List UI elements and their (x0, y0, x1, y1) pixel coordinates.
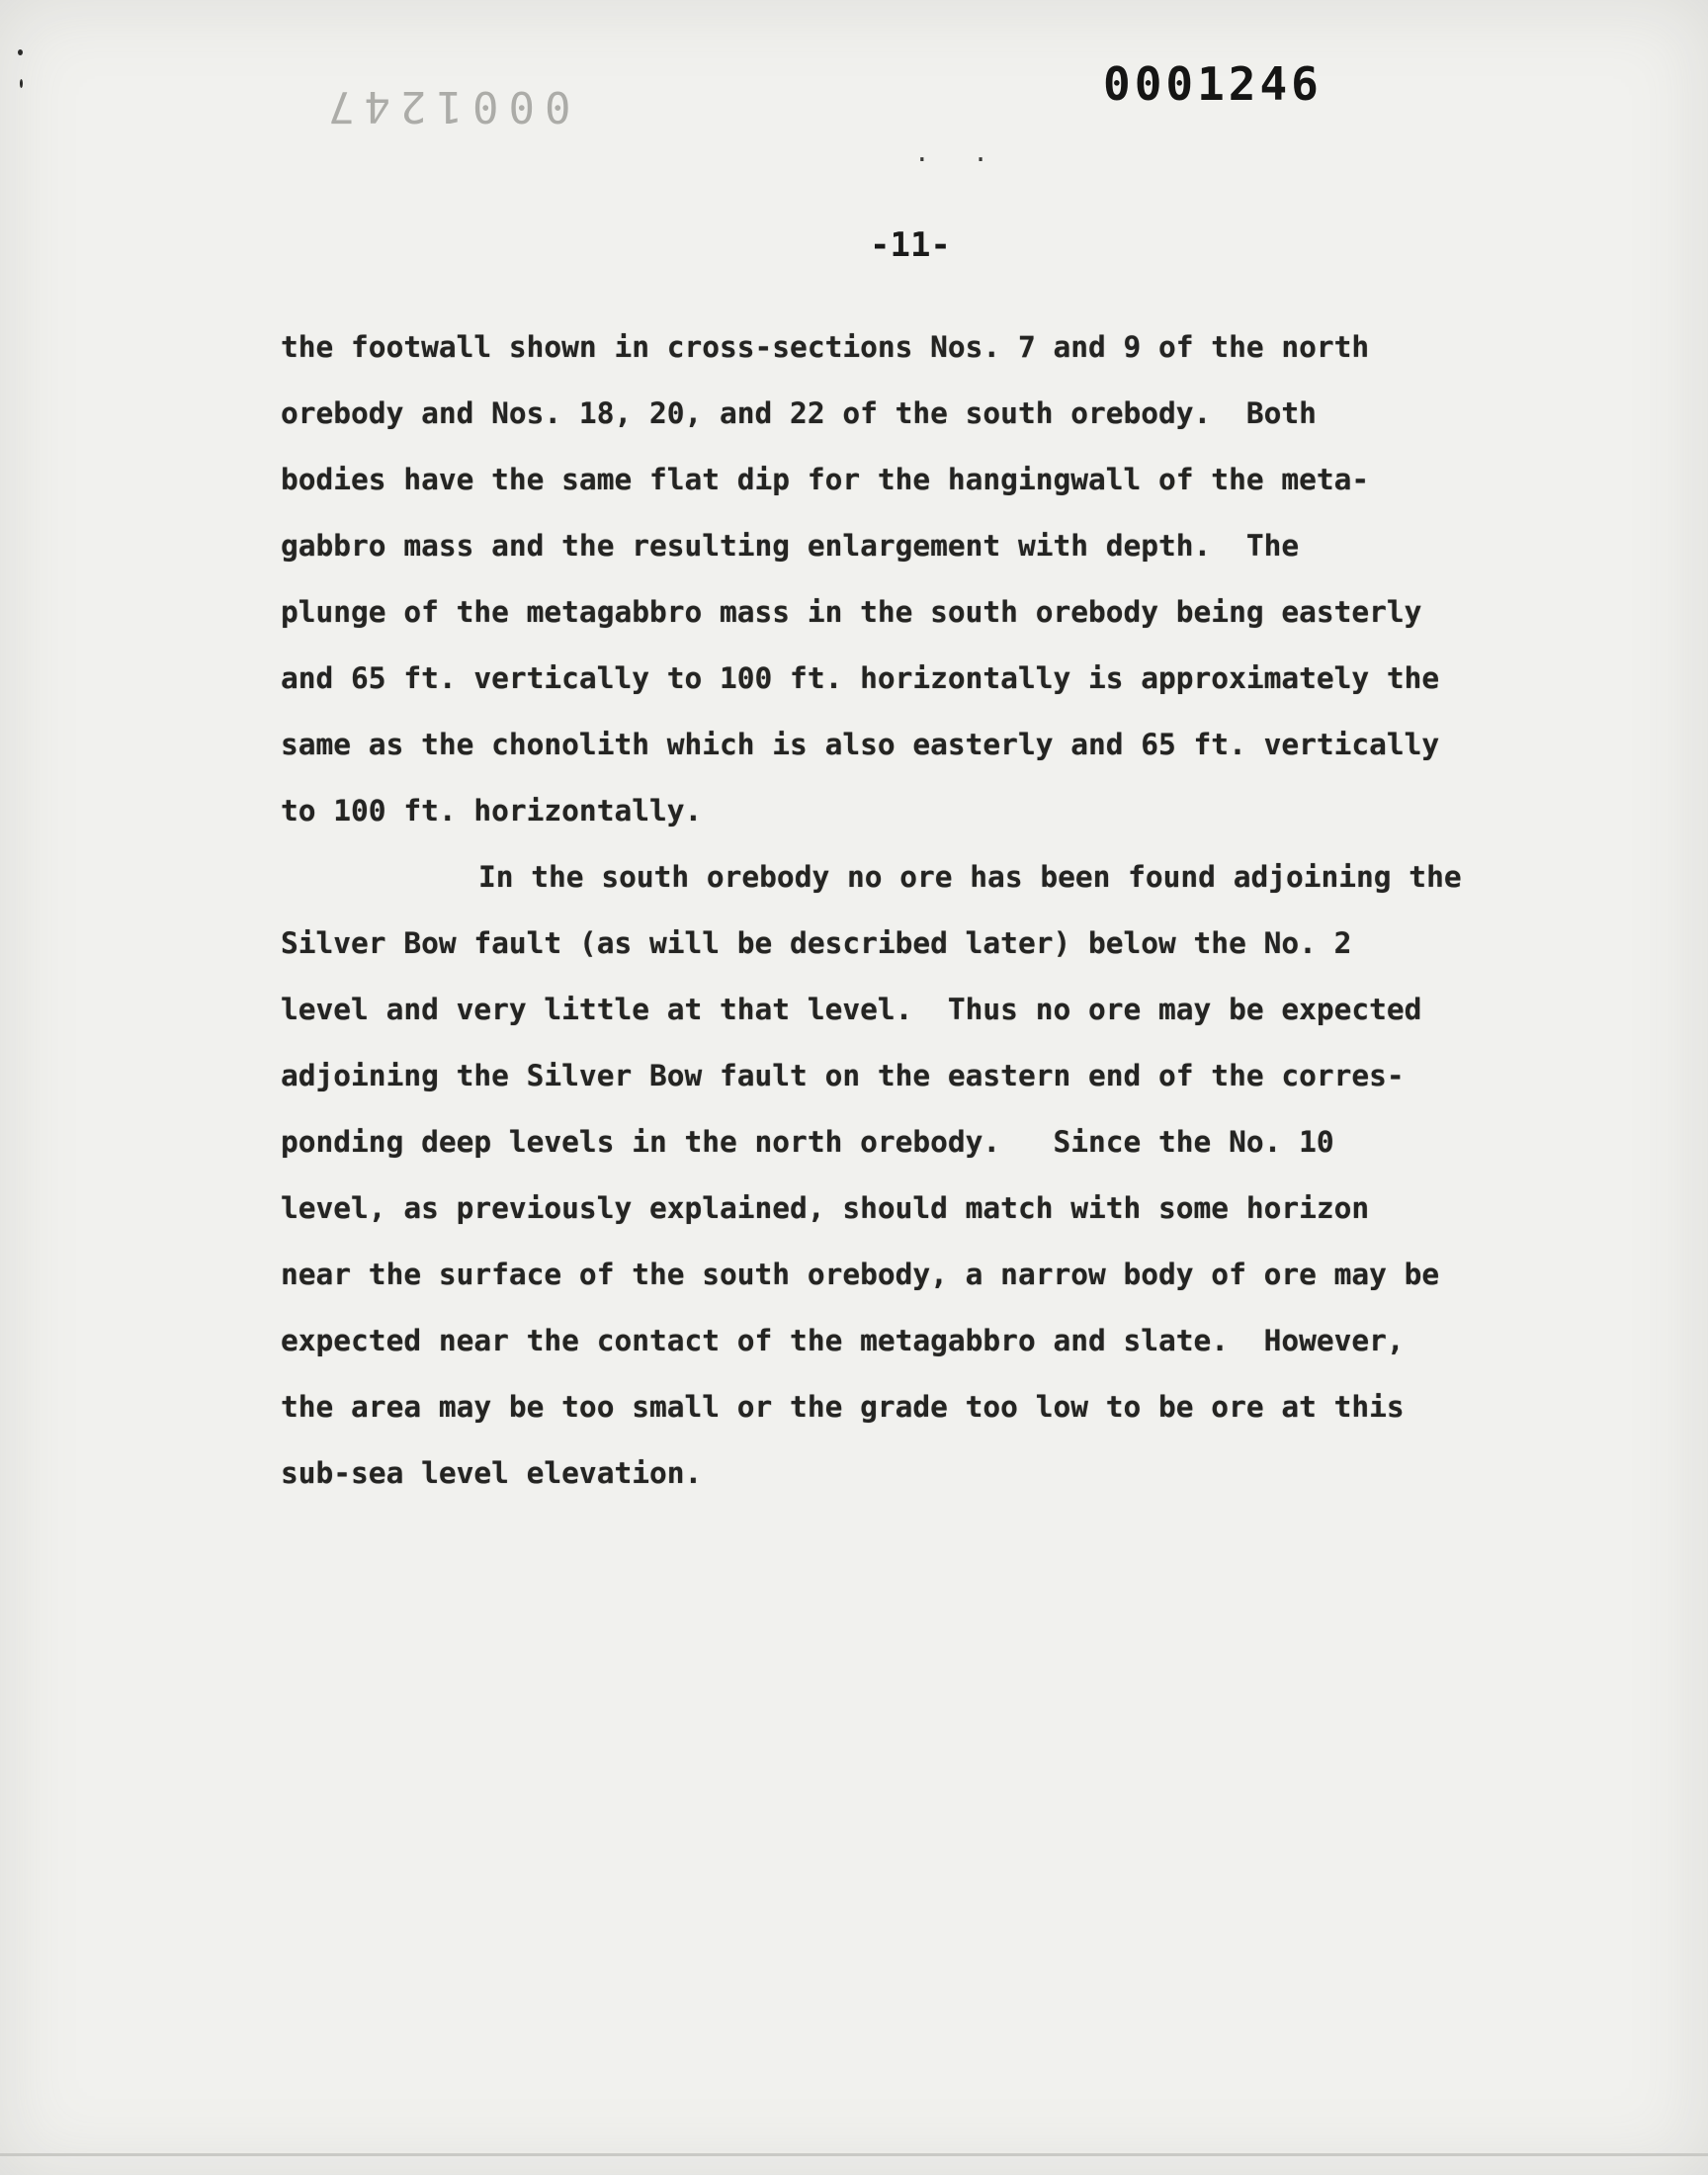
text-line: same as the chonolith which is also easterly and 65 ft. vertically (281, 728, 1440, 761)
scan-speck (18, 49, 23, 55)
text-line: adjoining the Silver Bow fault on the eastern end of the corres- (281, 1059, 1405, 1092)
body-text (281, 314, 1585, 1507)
page-number: -11- (870, 225, 951, 265)
text-line: orebody and Nos. 18, 20, and 22 of the south orebody. Both (281, 396, 1317, 430)
text-line: the area may be too small or the grade too low to be ore at this (281, 1390, 1405, 1424)
scan-speck (20, 79, 23, 88)
text-line: Silver Bow fault (as will be described later) below the No. 2 (281, 926, 1352, 960)
text-line: bodies have the same flat dip for the hangingwall of the meta- (281, 463, 1370, 496)
scan-dots: . . (914, 138, 1002, 168)
text-line: sub-sea level elevation. (281, 1456, 703, 1490)
text-line: expected near the contact of the metagabbro and slate. However, (281, 1324, 1405, 1357)
text-line: the footwall shown in cross-sections Nos. 7 and 9 of the north (281, 330, 1370, 364)
mirrored-stamp-number: 0001247 (318, 81, 571, 131)
text-line: level, as previously explained, should match with some horizon (281, 1191, 1370, 1225)
text-line: near the surface of the south orebody, a narrow body of ore may be (281, 1258, 1440, 1291)
text-line: plunge of the metagabbro mass in the south orebody being easterly (281, 595, 1422, 629)
text-line: In the south orebody no ore has been found adjoining the (478, 860, 1462, 894)
text-line: gabbro mass and the resulting enlargement with depth. The (281, 529, 1300, 563)
text-line: ponding deep levels in the north orebody. Since the No. 10 (281, 1125, 1334, 1159)
text-line: to 100 ft. horizontally. (281, 794, 703, 827)
paragraph-2 (281, 844, 1585, 1507)
paragraph-1 (281, 314, 1585, 844)
text-line: and 65 ft. vertically to 100 ft. horizontally is approximately the (281, 661, 1440, 695)
text-line: level and very little at that level. Thus no ore may be expected (281, 993, 1422, 1026)
document-number: 0001246 (1103, 57, 1323, 111)
scan-edge-line (0, 2153, 1708, 2156)
